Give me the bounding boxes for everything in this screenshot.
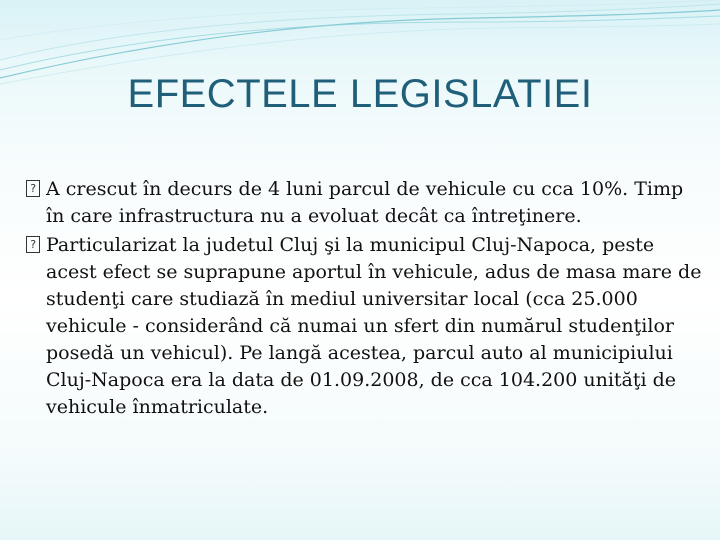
bullet-item	[26, 176, 706, 230]
missing-glyph-icon: ?	[26, 180, 40, 197]
bullet-text: Particularizat la judetul Cluj şi la municipul Cluj-Napoca, peste acest efect se suprapune aportul în vehicule, adus de masa mare de studenţi care studiază în mediul universitar local (cca 25.000 vehicule - considerând că numai un sfert din numărul studenţilor posedă un vehicul). Pe langă acestea, parcul auto al municipiului Cluj-Napoca era la data de 01.09.2008, de cca 104.200 unităţi de vehicule înmatriculate.	[46, 234, 702, 418]
bullet-item	[26, 232, 706, 421]
missing-glyph-icon: ?	[26, 236, 40, 253]
bullet-text: A crescut în decurs de 4 luni parcul de vehicule cu cca 10%. Timp în care infrastructura nu a evoluat decât ca întreţinere.	[46, 178, 684, 227]
slide-title: EFECTELE LEGISLATIEI	[127, 72, 593, 116]
bullet-list	[26, 176, 706, 423]
